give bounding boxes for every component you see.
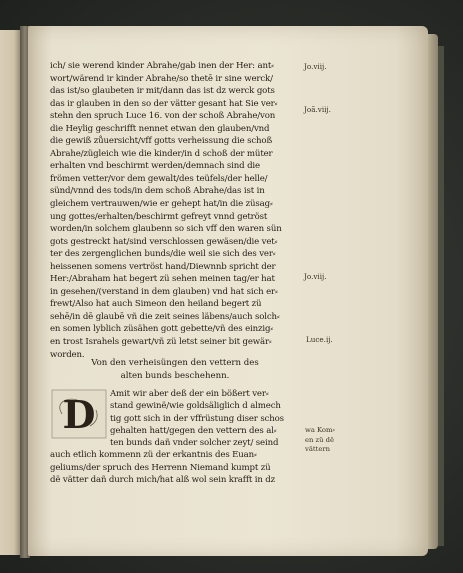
margin-line: wa Kom⸗ xyxy=(305,426,335,434)
margin-note-jo8b: Jo.viij. xyxy=(304,272,327,281)
text-line: die Heylig geschrifft nennet etwan den glauben/vnd xyxy=(50,123,270,134)
margin-note-joa: Joã.viij. xyxy=(304,105,331,114)
text-line: ung gottes/erhalten/beschirmt gefreyt vnnd getröst xyxy=(50,211,268,222)
text-line: in gesehen/(verstand in dem glauben) vnd hat sich er⸗ xyxy=(50,286,278,297)
section-text xyxy=(50,388,302,486)
text-line: en somen lyblich züsähen gott gebette/vñ des einzig⸗ xyxy=(50,324,274,335)
text-line: gehalten hatt/gegen den vettern des al⸗ xyxy=(110,425,277,436)
text-line: Amit wir aber deß der ein bößert ver⸗ xyxy=(110,389,269,399)
text-line: wort/wärend ir kinder Abrahe/so thetē ir sine werck/ xyxy=(50,73,273,84)
text-line: en trost Israhels gewart/vñ zü letst seiner bit gewär⸗ xyxy=(50,337,272,348)
margin-line: vättern xyxy=(305,445,331,453)
text-line: worden. xyxy=(50,349,85,360)
text-line: ich/ sie werend kinder Abrahe/gab inen der Her: ant⸗ xyxy=(50,61,274,71)
text-line: stehn den spruch Luce 16. von der schoß Abrahe/von xyxy=(50,111,276,122)
text-line: auch etlich kommenn zü der erkantnis des Euan⸗ xyxy=(50,450,257,461)
text-line: das ist/so glaubeten ir mit/dann das ist dz werck gots xyxy=(50,86,275,97)
text-line: frewt/Also hat auch Simeon den heiland begert zü xyxy=(50,299,262,310)
text-line: erhalten vnd beschirmt werden/demnach sind die xyxy=(50,161,260,172)
initial-letter: D xyxy=(62,392,96,437)
margin-note-multi xyxy=(305,426,335,455)
text-line: gots gestreckt hat/sind verschlossen gewäsen/die vet⸗ xyxy=(50,236,278,247)
text-line: stand gewinë/wie goldsäliglich d almech xyxy=(110,401,281,412)
text-line: sünd/vnnd des tods/in dem schoß Abrahe/das ist in xyxy=(50,186,265,197)
text-line: Von den verheisüngen den vettern des xyxy=(91,358,259,368)
section-heading xyxy=(50,357,300,382)
body-text xyxy=(50,60,300,361)
text-line: worden/in solchem glaubenn so sich vff den waren sün xyxy=(50,224,282,235)
text-line: gleichem vertrauwen/wie er gehept hat/in die züsag⸗ xyxy=(50,199,273,210)
text-line: tig gott sich in der vffrüstung diser schos xyxy=(110,413,284,424)
margin-note-luce2: Luce.ij. xyxy=(306,335,333,344)
cover-edge xyxy=(438,46,444,546)
text-line: Abrahe/zügleich wie die kinder/in d schoß der müter xyxy=(50,148,273,159)
text-line: das ir glauben in den so der vätter gesant hat Sie ver⸗ xyxy=(50,98,278,109)
margin-line: en zü dë xyxy=(305,435,335,444)
text-line: ten bunds dañ vnder solcher zeyt/ seind xyxy=(110,438,279,449)
text-line: Her:/Abraham hat begert zü sehen meinen tag/er hat xyxy=(50,274,275,285)
text-line: alten bunds beschehenn. xyxy=(120,370,230,381)
text-line: die gewiß zůuersicht/vff gotts verheissung die schoß xyxy=(50,136,273,147)
margin-note-jo8: Jo.viij. xyxy=(304,62,327,71)
text-line: heissenen somens vertröst hand/Diewnnb spricht der xyxy=(50,261,276,272)
text-line: ter des zergenglichen bunds/die weil sie sich des ver⸗ xyxy=(50,249,276,260)
text-line: geliums/der spruch des Herrenn Niemand kumpt zü xyxy=(50,462,271,473)
left-page-edge xyxy=(0,30,21,555)
text-line: frömen vetter/vor dem gewalt/des teüfels/der helle/ xyxy=(50,173,268,184)
page-stack-edge xyxy=(428,34,438,549)
text-line: sehē/in dē glaubē vñ die zeit seines läbens/auch solch⸗ xyxy=(50,311,280,322)
text-line: dë vätter dañ durch mich/hat alß wol sein krafft in dz xyxy=(50,475,276,486)
